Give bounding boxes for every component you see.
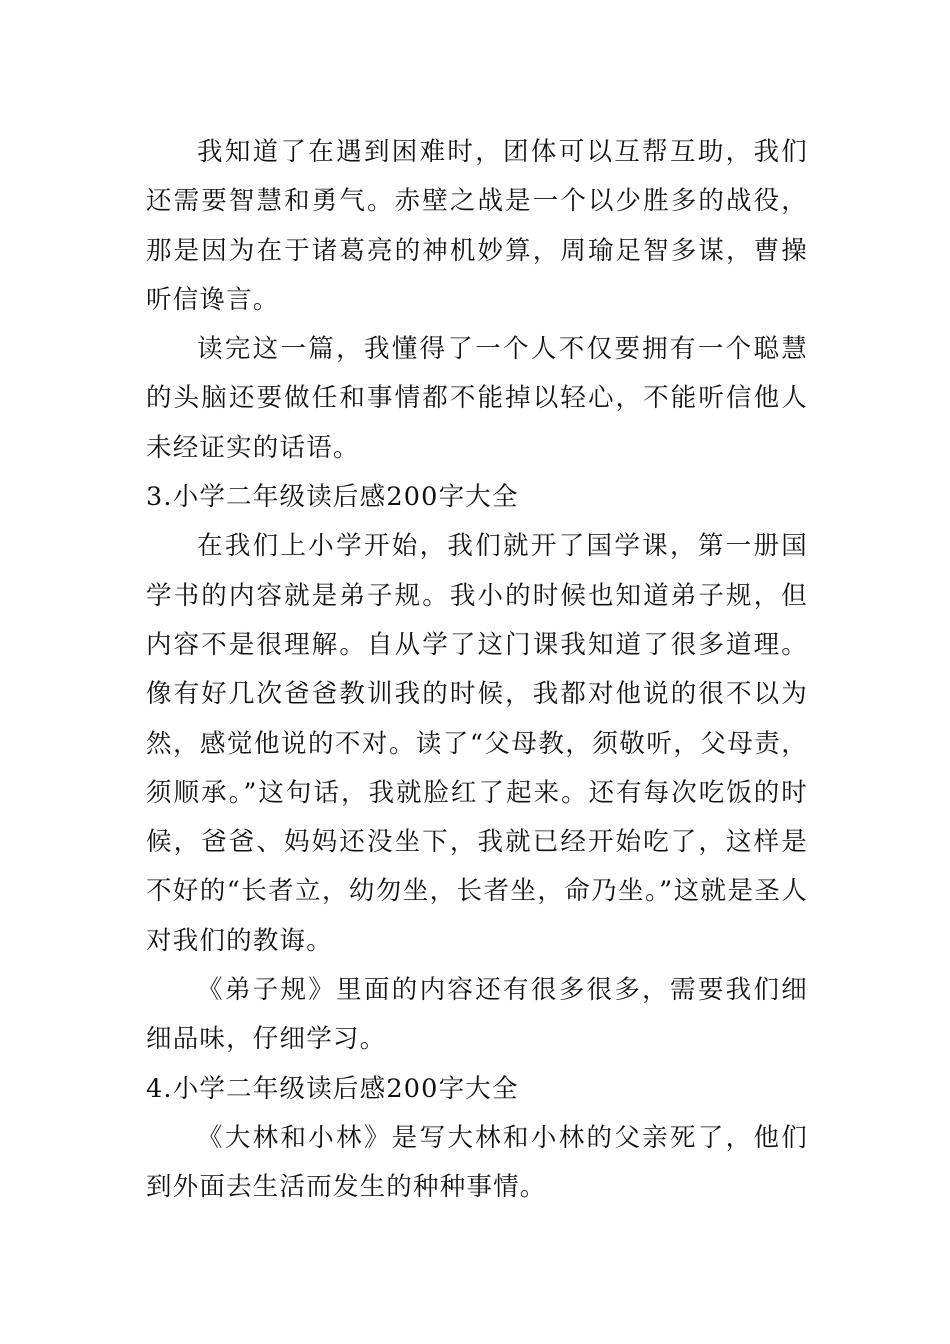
document-body (146, 128, 808, 1213)
paragraph-dalin-xiaolin: 《大林和小林》是写大林和小林的父亲死了，他们到外面去生活而发生的种种事情。 (146, 1122, 808, 1203)
paragraph-teamwork-wisdom: 我知道了在遇到困难时，团体可以互帮互助，我们还需要智慧和勇气。赤壁之战是一个以少胜多的战役，那是因为在于诸葛亮的神机妙算，周瑜足智多谋，曹操听信谗言。 (146, 137, 808, 315)
section-heading-4: 4.小学二年级读后感200字大全 (146, 1073, 519, 1104)
paragraph-dizigui-conclusion: 《弟子规》里面的内容还有很多很多，需要我们细细品味，仔细学习。 (146, 975, 808, 1055)
paragraph-reading-reflection: 读完这一篇，我懂得了一个人不仅要拥有一个聪慧的头脑还要做任和事情都不能掉以轻心，不能听信他人未经证实的话语。 (146, 334, 808, 463)
paragraph-dizigui: 在我们上小学开始，我们就开了国学课，第一册国学书的内容就是弟子规。我小的时候也知道弟子规，但内容不是很理解。自从学了这门课我知道了很多道理。像有好几次爸爸教训我的时候，我都对他说的很不以为然，感觉他说的不对。读了“父母教，须敬听，父母责，须顺承。”这句话，我就脸红了起来。还有每次吃饭的时候，爸爸、妈妈还没坐下，我就已经开始吃了，这样是不好的“长者立，幼勿坐，长者坐，命乃坐。”这就是圣人对我们的教诲。 (146, 531, 808, 956)
section-heading-3: 3.小学二年级读后感200字大全 (146, 482, 519, 513)
